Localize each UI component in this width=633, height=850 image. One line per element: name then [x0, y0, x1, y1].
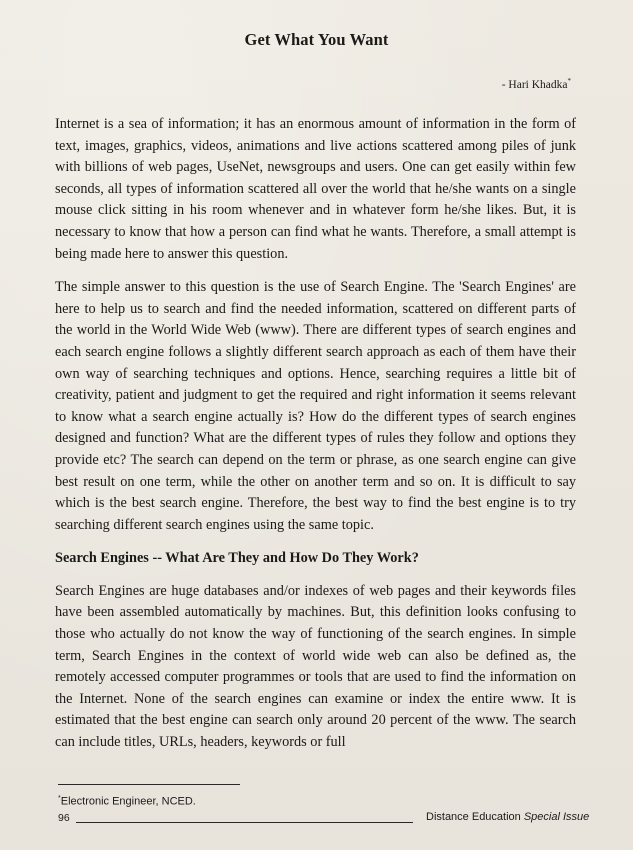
article-body	[55, 114, 576, 766]
paragraph-intro: Internet is a sea of information; it has an enormous amount of information in the form of text, images, graphics, videos, animations and live actions scattered among piles of junk with billions of web pages, UseNet, newsgroups and users. One can get easily within few seconds, all types of information scattered all over the world that he/she wants on a single mouse click sitting in his room whenever and in whatever form he/she likes. But, it is necessary to know that how a person can find what he wants. Therefore, a small attempt is being made here to answer this question.	[55, 116, 576, 262]
page-number: 96	[58, 812, 70, 824]
footnote-text: Electronic Engineer, NCED.	[60, 795, 196, 808]
footer-rule	[76, 822, 413, 823]
footnote-marker: *	[58, 795, 61, 802]
journal-footer	[426, 811, 589, 823]
journal-name: Distance Education	[426, 811, 521, 823]
special-issue-label: Special Issue	[523, 811, 590, 823]
section-heading: Search Engines -- What Are They and How Do They Work?	[55, 550, 419, 567]
article-title: Get What You Want	[244, 30, 389, 49]
paragraph-section: Search Engines are huge databases and/or indexes of web pages and their keywords files have been assembled automatically by machines. But, this definition looks confusing to those who actually do not know the way of functioning of the search engines. In simple term, Search Engines in the context of world wide web can also be defined as, the remotely accessed computer programmes or tools that are used to find the information on the Internet. None of the search engines can examine or index the entire www. It is estimated that the best engine can search only around 20 percent of the www. The search can include titles, URLs, headers, keywords or full	[55, 582, 576, 751]
footnote	[58, 795, 196, 808]
author-footnote-marker: *	[567, 77, 571, 85]
footnote-rule	[58, 784, 240, 785]
author-name: - Hari Khadka	[501, 78, 568, 91]
article-author	[502, 77, 571, 91]
paragraph-search-engine-answer: The simple answer to this question is the use of Search Engine. The 'Search Engines' are here to help us to search and find the needed information, scattered on different parts of the world in the World Wide Web (www). There are different types of search engines and each search engine follows a slightly different search approach as each of them have their own way of searching techniques and options. Hence, searching requires a little bit of creativity, patient and judgment to get the required and right information it seems relevant to know what a search engine actually is? How do the different types of search engines designed and function? What are the different types of rules they follow and options they provide etc? The search can depend on the term or phrase, as one search engine can give best result on one term, while the other on another term and so on. It is difficult to say which is the best search engine. Therefore, the best way to find the best engine is to try searching different search engines using the same topic.	[55, 279, 576, 533]
